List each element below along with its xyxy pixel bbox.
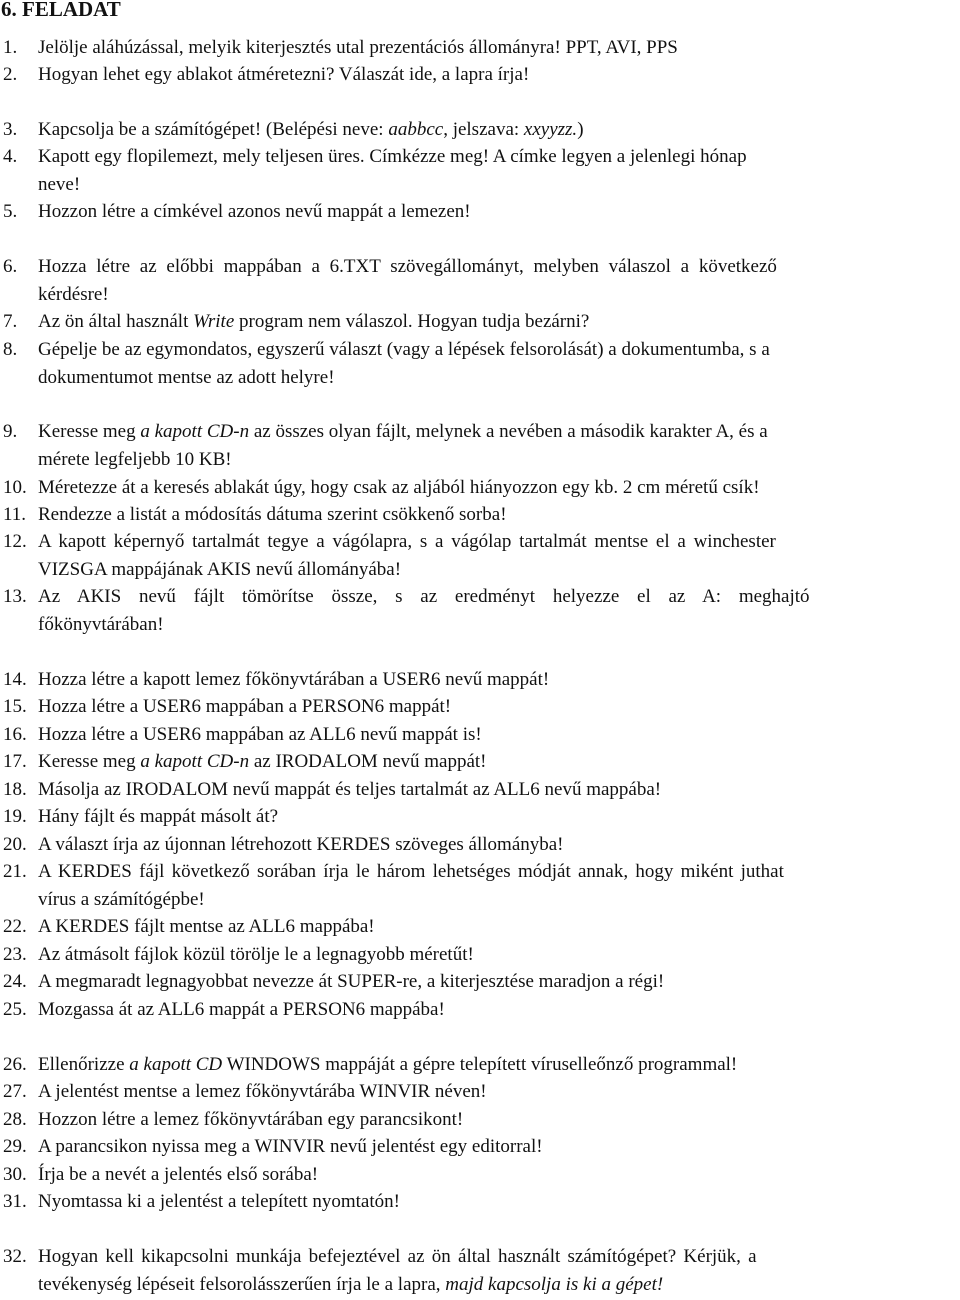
item-number: 24.: [3, 971, 27, 992]
item-number: 29.: [3, 1136, 27, 1157]
item-text: Gépelje be az egymondatos, egyszerű választ (vagy a lépések felsorolását) a dokumentumba, s a: [38, 339, 770, 360]
text-part: tevékenység lépéseit felsorolásszerűen írja le a lapra,: [38, 1273, 446, 1295]
item-number: 8.: [3, 339, 18, 360]
item-text: [38, 116, 584, 144]
item-text: Az AKIS nevű fájlt tömörítse össze, s az eredményt helyezze el az A: meghajtó: [38, 586, 810, 607]
item-number: 14.: [3, 669, 27, 690]
italic-source: a kapott CD: [129, 1054, 223, 1075]
item-text: Hozza létre az előbbi mappában a 6.TXT szövegállományt, melyben válaszol a következő: [38, 256, 777, 277]
item-text: [38, 418, 768, 446]
item-text: Rendezze a listát a módosítás dátuma szerint csökkenő sorba!: [38, 504, 507, 525]
item-text-line2: VIZSGA mappájának AKIS nevű állományába!: [38, 558, 402, 580]
item-text: Méretezze át a keresés ablakát úgy, hogy csak az aljából hiányozzon egy kb. 2 cm méretű csík!: [38, 477, 760, 498]
task-heading: 6. FELADAT: [1, 0, 121, 21]
item-number: 23.: [3, 944, 27, 965]
item-text: Jelölje aláhúzással, melyik kiterjesztés utal prezentációs állományra! PPT, AVI, PPS: [38, 37, 678, 58]
item-number: 17.: [3, 751, 27, 772]
item-number: 16.: [3, 724, 27, 745]
item-number: 9.: [3, 421, 18, 442]
item-number: 31.: [3, 1191, 27, 1212]
item-text: A kapott képernyő tartalmát tegye a vágólapra, s a vágólap tartalmát mentse el a winchester: [38, 531, 776, 552]
italic-password: xxyyzz.: [523, 119, 578, 140]
text-part: Kapcsolja be a számítógépet! (Belépési neve:: [38, 119, 389, 140]
item-number: 10.: [3, 477, 27, 498]
item-text: Az átmásolt fájlok közül törölje le a legnagyobb méretűt!: [38, 944, 474, 965]
item-number: 19.: [3, 806, 27, 827]
item-number: 27.: [3, 1081, 27, 1102]
italic-program-name: Write: [193, 311, 235, 332]
item-text: Hozzon létre a lemez főkönyvtárában egy parancsikont!: [38, 1109, 464, 1130]
text-part: , jelszava:: [443, 119, 524, 140]
text-part: az IRODALOM nevű mappát!: [249, 751, 487, 772]
item-text-line2: neve!: [38, 173, 81, 195]
item-text: Hozza létre a USER6 mappában az ALL6 nevű mappát is!: [38, 724, 482, 745]
italic-username: aabbcc: [388, 119, 444, 140]
text-part: ): [577, 119, 584, 140]
item-text-line2: kérdésre!: [38, 283, 109, 305]
item-text: Másolja az IRODALOM nevű mappát és teljes tartalmát az ALL6 nevű mappába!: [38, 779, 662, 800]
item-text: A KERDES fájlt mentse az ALL6 mappába!: [38, 916, 375, 937]
item-number: 22.: [3, 916, 27, 937]
item-text-line2: vírus a számítógépbe!: [38, 888, 205, 910]
item-number: 6.: [3, 256, 18, 277]
item-text: Hozza létre a USER6 mappában a PERSON6 mappát!: [38, 696, 452, 717]
item-number: 13.: [3, 586, 27, 607]
item-text: A jelentést mentse a lemez főkönyvtárába WINVIR néven!: [38, 1081, 487, 1102]
text-part: WINDOWS mappáját a gépre telepített víruselleőnző programmal!: [222, 1054, 738, 1075]
item-number: 15.: [3, 696, 27, 717]
item-text: A megmaradt legnagyobbat nevezze át SUPER-re, a kiterjesztése maradjon a régi!: [38, 971, 665, 992]
item-number: 3.: [3, 119, 18, 140]
item-number: 18.: [3, 779, 27, 800]
item-text: [38, 748, 487, 776]
item-text: Hozza létre a kapott lemez főkönyvtárában a USER6 nevű mappát!: [38, 669, 550, 690]
item-text-line2: mérete legfeljebb 10 KB!: [38, 448, 232, 470]
text-part: Keresse meg: [38, 421, 141, 442]
text-part: az összes olyan fájlt, melynek a nevében a második karakter A, és a: [249, 421, 768, 442]
item-text-line2: dokumentumot mentse az adott helyre!: [38, 366, 335, 388]
item-number: 25.: [3, 999, 27, 1020]
item-text: Hogyan lehet egy ablakot átméretezni? Válaszát ide, a lapra írja!: [38, 64, 530, 85]
item-number: 12.: [3, 531, 27, 552]
text-part: program nem válaszol. Hogyan tudja bezárni?: [234, 311, 590, 332]
item-text: Írja be a nevét a jelentés első sorába!: [38, 1164, 319, 1185]
item-text: Mozgassa át az ALL6 mappát a PERSON6 mappába!: [38, 999, 445, 1020]
text-part: Keresse meg: [38, 751, 141, 772]
item-text: A parancsikon nyissa meg a WINVIR nevű jelentést egy editorral!: [38, 1136, 543, 1157]
italic-source: a kapott CD-n: [140, 751, 250, 772]
item-text: Hány fájlt és mappát másolt át?: [38, 806, 279, 827]
italic-instruction: majd kapcsolja is ki a gépet!: [445, 1273, 664, 1295]
item-number: 2.: [3, 64, 18, 85]
item-text: Nyomtassa ki a jelentést a telepített nyomtatón!: [38, 1191, 400, 1212]
item-text: [38, 1051, 737, 1079]
item-number: 11.: [3, 504, 27, 525]
item-text: A választ írja az újonnan létrehozott KERDES szöveges állományba!: [38, 834, 564, 855]
item-text: Kapott egy flopilemezt, mely teljesen üres. Címkézze meg! A címke legyen a jelenlegi hónap: [38, 146, 747, 167]
item-text: Hogyan kell kikapcsolni munkája befejeztével az ön által használt számítógépet? Kérjük, a: [38, 1246, 757, 1267]
italic-source: a kapott CD-n: [140, 421, 250, 442]
item-text-line2: főkönyvtárában!: [38, 613, 164, 635]
item-text: [38, 308, 589, 336]
item-text-line2: [38, 1271, 663, 1299]
item-text: A KERDES fájl következő sorában írja le három lehetséges módját annak, hogy miként juthat: [38, 861, 784, 882]
text-part: Az ön által használt: [38, 311, 194, 332]
item-number: 21.: [3, 861, 27, 882]
text-part: Ellenőrizze: [38, 1054, 130, 1075]
item-number: 20.: [3, 834, 27, 855]
item-number: 7.: [3, 311, 18, 332]
item-number: 32.: [3, 1246, 27, 1267]
item-number: 1.: [3, 37, 18, 58]
item-number: 26.: [3, 1054, 27, 1075]
item-number: 4.: [3, 146, 18, 167]
item-number: 28.: [3, 1109, 27, 1130]
item-text: Hozzon létre a címkével azonos nevű mappát a lemezen!: [38, 201, 471, 222]
item-number: 30.: [3, 1164, 27, 1185]
item-number: 5.: [3, 201, 18, 222]
